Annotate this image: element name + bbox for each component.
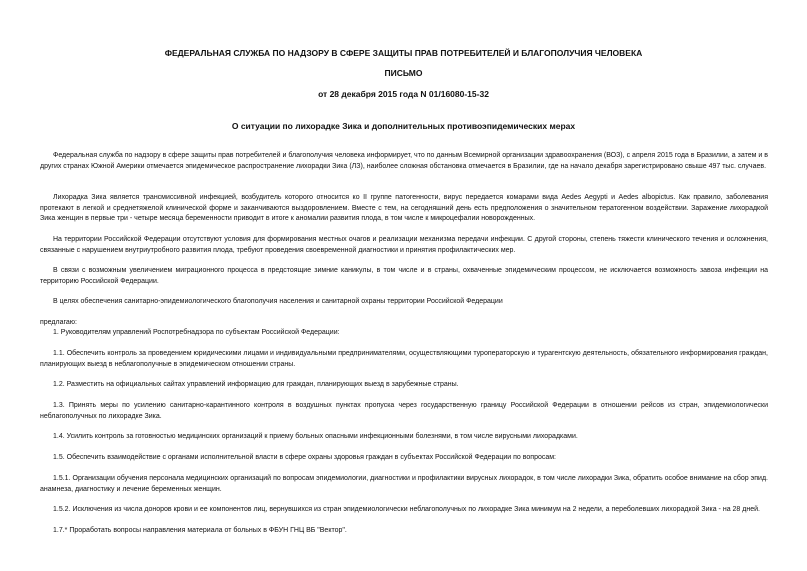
document-type: ПИСЬМО <box>384 68 423 78</box>
document-date-number: от 28 декабря 2015 года N 01/16080-15-32 <box>318 89 489 99</box>
paragraph-intro: Федеральная служба по надзору в сфере защиты прав потребителей и благополучия человека информирует, что по данным Всемирной организации здравоохранения (ВОЗ), с апреля 2015 года в Бразилии, а затем и в других странах Южной Америки отмечается эпидемическое распространение лихорадки Зика (ЛЗ), наиболее сложная обстановка отмечается в Бразилии, где на начало декабря зарегистрировано свыше 497 тыс. случаев. <box>40 152 768 170</box>
list-item-1-2: 1.2. Разместить на официальных сайтах управлений информацию для граждан, планирующих выезд в зарубежные страны. <box>53 381 459 388</box>
list-item-1-3: 1.3. Принять меры по усилению санитарно-карантинного контроля в воздушных пунктах пропуска через государственную границу Российской Федерации в отношении рейсов из стран, эпидемиологически неблагополучных по лихорадке Зика. <box>40 402 768 420</box>
paragraph-zika-description: Лихорадка Зика является трансмиссивной инфекцией, возбудитель которого относится ко II группе патогенности, вирус передается комарами вида Aedes Aegypti и Aedes albopictus. Как правило, заболевания протекают в легкой и среднетяжелой клинической форме и заканчиваются выздоровлением. Вместе с тем, на сегодняшний день есть предположения о значительном тератогенном воздействии. Заражение лихорадкой Зика женщин в первые три - четыре месяца беременности приводит в итоге к аномалии развития плода, в том числе к микроцефалии новорожденных. <box>40 194 768 222</box>
list-item-1-5-1: 1.5.1. Организации обучения персонала медицинских организаций по вопросам эпидемиологии, диагностики и профилактики вирусных лихорадок, в том числе лихорадки Зика, обратить особое внимание на сбор эпид. анамнеза, диагностику и лечение беременных женщин. <box>40 475 768 493</box>
list-item-1-4: 1.4. Усилить контроль за готовностью медицинских организаций к приему больных опасными инфекционными болезнями, в том числе вирусными лихорадками. <box>53 433 578 440</box>
list-item-1-5-2: 1.5.2. Исключения из числа доноров крови и ее компонентов лиц, вернувшихся из стран эпидемиологически неблагополучных по лихорадке Зика минимум на 2 недели, а переболевших лихорадкой Зика - на 28 дней. <box>53 506 760 513</box>
paragraph-migration: В связи с возможным увеличением миграционного процесса в предстоящие зимние каникулы, в том числе и в страны, охваченные эпидемическим процессом, не исключается возможность завоза инфекции на территорию Российской Федерации. <box>40 267 768 285</box>
list-item-1-7: 1.7.* Проработать вопросы направления материала от больных в ФБУН ГНЦ ВБ "Вектор". <box>53 527 347 534</box>
agency-heading: ФЕДЕРАЛЬНАЯ СЛУЖБА ПО НАДЗОРУ В СФЕРЕ ЗАЩИТЫ ПРАВ ПОТРЕБИТЕЛЕЙ И БЛАГОПОЛУЧИЯ ЧЕЛОВЕКА <box>164 48 643 58</box>
document-subject: О ситуации по лихорадке Зика и дополнительных противоэпидемических мерах <box>231 121 576 131</box>
paragraph-propose: предлагаю: <box>40 319 77 326</box>
list-item-1-5: 1.5. Обеспечить взаимодействие с органами исполнительной власти в сфере охраны здоровья граждан в субъектах Российской Федерации по вопросам: <box>53 454 557 461</box>
paragraph-purpose: В целях обеспечения санитарно-эпидемиологического благополучия населения и санитарной охраны территории Российской Федерации <box>53 298 503 305</box>
list-item-1: 1. Руководителям управлений Роспотребнадзора по субъектам Российской Федерации: <box>53 329 340 336</box>
list-item-1-1: 1.1. Обеспечить контроль за проведением юридическими лицами и индивидуальными предпринимателями, осуществляющими туроператорскую и турагентскую деятельность, обязательного информирования граждан, планирующих выезд в неблагополучные в эпидемическом отношении страны. <box>40 350 768 368</box>
paragraph-russia-conditions: На территории Российской Федерации отсутствуют условия для формирования местных очагов и реализации механизма передачи инфекции. С другой стороны, степень тяжести клинического течения и осложнения, связанные с нарушением внутриутробного развития плода, требуют проведения своевременной диагностики и принятия профилактических мер. <box>40 236 768 254</box>
